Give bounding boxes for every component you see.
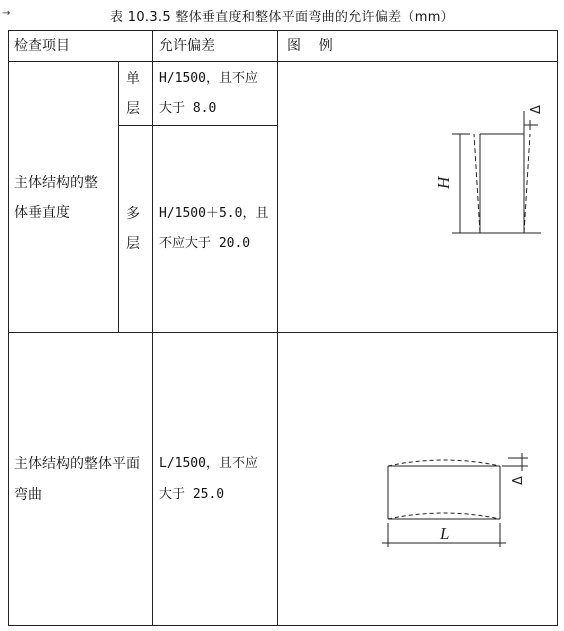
anchor-arrow-icon: →: [2, 8, 11, 19]
flatness-figure: [278, 333, 557, 625]
multi-tolerance-line2: 不应大于 20.0: [159, 236, 251, 251]
single-label-line1: 单: [126, 71, 140, 87]
verticality-item-line2: 体垂直度: [14, 205, 70, 221]
multi-label-line1: 多: [126, 206, 140, 222]
multi-tolerance-line1: H/1500＋5.0，且: [159, 206, 269, 221]
deflected-right: [524, 134, 530, 233]
single-tolerance-line1: H/1500，且不应: [159, 71, 258, 86]
header-figure: 图 例: [287, 38, 333, 54]
table-caption: 表 10.3.5 整体垂直度和整体平面弯曲的允许偏差（mm）: [110, 10, 454, 25]
header-tolerance: 允许偏差: [159, 38, 215, 54]
flatness-item-line1: 主体结构的整体平面: [14, 456, 140, 472]
deflected-left: [474, 134, 480, 233]
header-check-item: 检查项目: [14, 38, 70, 54]
length-label: L: [440, 524, 450, 543]
single-label-line2: 层: [126, 101, 140, 117]
bow-bottom-curve: [388, 513, 500, 519]
flatness-item-line2: 弯曲: [14, 487, 42, 503]
single-tolerance-line2: 大于 8.0: [159, 101, 217, 116]
multi-label-line2: 层: [126, 236, 140, 252]
flatness-tolerance-line2: 大于 25.0: [159, 487, 225, 502]
flatness-delta-label: Δ: [511, 476, 526, 485]
bow-top-curve: [388, 460, 500, 466]
height-label: H: [434, 176, 453, 189]
verticality-delta-label: Δ: [529, 105, 544, 114]
verticality-figure: [278, 62, 557, 332]
verticality-item-line1: 主体结构的整: [14, 175, 98, 191]
flatness-tolerance-line1: L/1500，且不应: [159, 456, 258, 471]
